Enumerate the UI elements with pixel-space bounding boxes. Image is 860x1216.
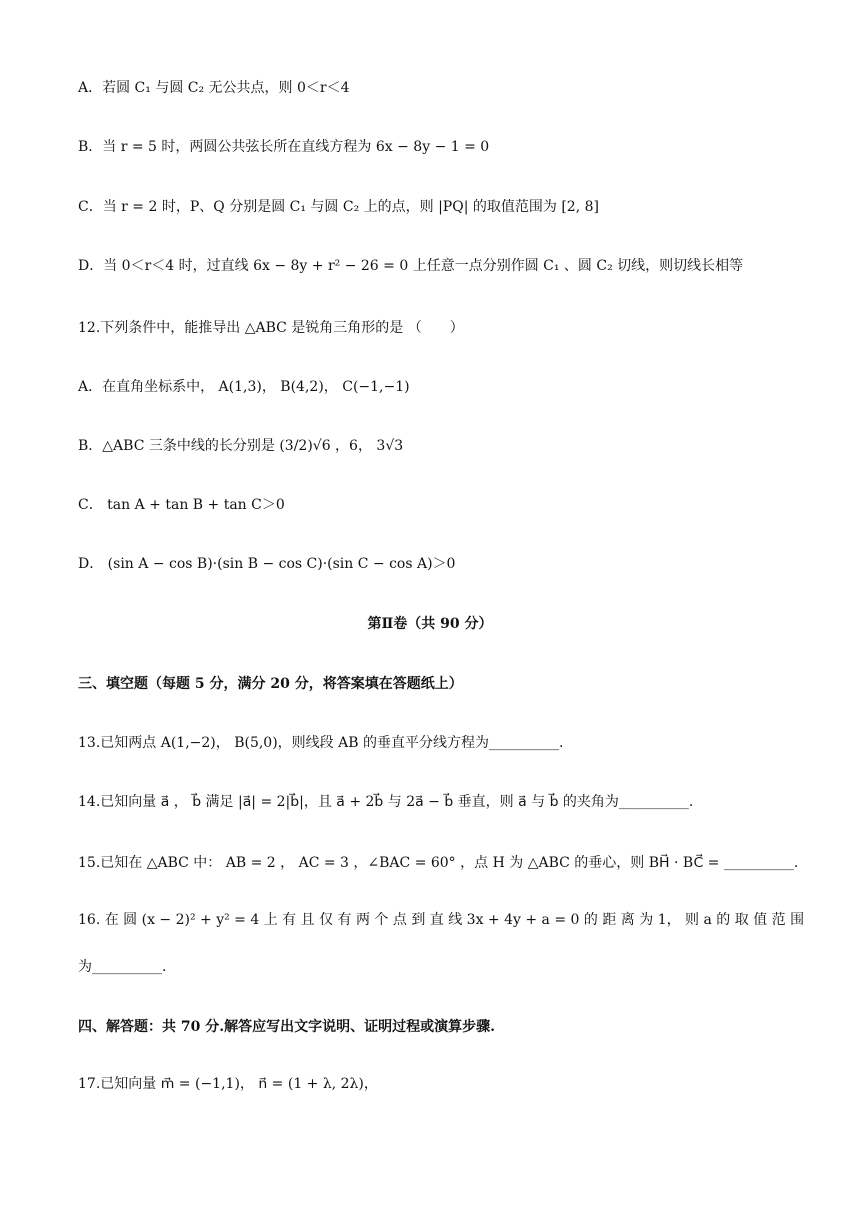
question-12-stem: 12.下列条件中，能推导出 △ABC 是锐角三角形的是 （ ） bbox=[78, 320, 464, 336]
question-16-line-2: 为__________. bbox=[78, 959, 167, 975]
question-14: 14.已知向量 a⃗ ， b⃗ 满足 |a⃗| = 2|b⃗|，且 a⃗ + 2b⃗ 与 2a⃗ − b⃗ 垂直，则 a⃗ 与 b⃗ 的夹角为__________. bbox=[78, 794, 694, 810]
option-11c: C．当 r = 2 时，P、Q 分别是圆 C₁ 与圆 C₂ 上的点，则 |PQ| 的取值范围为 [2, 8] bbox=[78, 199, 599, 215]
option-11b: B．当 r = 5 时，两圆公共弦长所在直线方程为 6x − 8y − 1 = 0 bbox=[78, 139, 490, 155]
section-3-title: 三、填空题（每题 5 分，满分 20 分，将答案填在答题纸上） bbox=[78, 676, 463, 692]
question-16-line-1: 16. 在 圆 (x − 2)² + y² = 4 上 有 且 仅 有 两 个 点 到 直 线 3x + 4y + a = 0 的 距 离 为 1， 则 a 的 取 值 范 围 bbox=[78, 912, 805, 928]
part-2-title: 第Ⅱ卷（共 90 分） bbox=[367, 616, 493, 632]
section-4-title: 四、解答题：共 70 分.解答应写出文字说明、证明过程或演算步骤. bbox=[78, 1019, 495, 1035]
question-15: 15.已知在 △ABC 中： AB = 2 ， AC = 3 ，∠BAC = 60° ，点 H 为 △ABC 的垂心，则 BH⃗ · BC⃗ = __________. bbox=[78, 855, 799, 871]
option-12a: A．在直角坐标系中， A(1,3)， B(4,2)， C(−1,−1) bbox=[78, 379, 410, 395]
option-11a: A．若圆 C₁ 与圆 C₂ 无公共点，则 0＜r＜4 bbox=[78, 80, 350, 96]
question-13: 13.已知两点 A(1,−2)， B(5,0)，则线段 AB 的垂直平分线方程为__________. bbox=[78, 735, 564, 751]
option-12c: C． tan A + tan B + tan C＞0 bbox=[78, 497, 285, 513]
option-12b: B．△ABC 三条中线的长分别是 (3/2)√6 ，6， 3√3 bbox=[78, 438, 404, 454]
question-17: 17.已知向量 m⃗ = (−1,1)， n⃗ = (1 + λ, 2λ)， bbox=[78, 1076, 378, 1092]
option-11d: D．当 0＜r＜4 时，过直线 6x − 8y + r² − 26 = 0 上任意一点分别作圆 C₁ 、圆 C₂ 切线，则切线长相等 bbox=[78, 258, 744, 274]
option-12d: D． (sin A − cos B)·(sin B − cos C)·(sin C − cos A)＞0 bbox=[78, 556, 456, 572]
